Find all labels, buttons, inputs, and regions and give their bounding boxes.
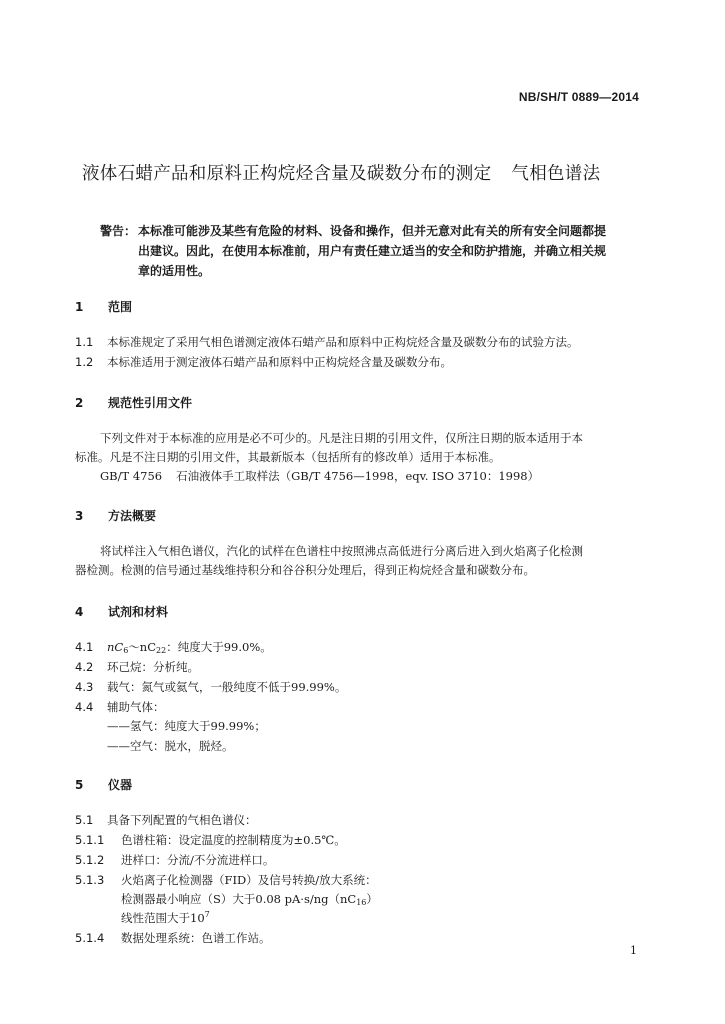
paragraph-line: 下列文件对于本标准的应用是必不可少的。凡是注日期的引用文件，仅所注日期的版本适用于本	[100, 431, 583, 445]
clause-5-1-1: 5.1.1 色谱柱箱：设定温度的控制精度为±0.5℃。	[75, 833, 346, 847]
section-heading: 3 方法概要	[75, 509, 157, 523]
reference-title: 石油液体手工取样法（GB/T 4756—1998，eqv. ISO 3710：1998）	[176, 469, 540, 483]
title-method: 气相色谱法	[511, 164, 601, 184]
clause-4-1: 4.1 $nC_6\sim nC_{22}$：纯度大于99.0%。	[75, 640, 272, 655]
clause-5-1-4: 5.1.4 数据处理系统：色谱工作站。	[75, 931, 271, 945]
normative-reference	[100, 468, 539, 484]
clause-5-1-2: 5.1.2 进样口：分流/不分流进样口。	[75, 853, 275, 867]
section-heading: 4 试剂和材料	[75, 605, 169, 619]
spec-line: 检测器最小响应（S）大于0.08 $pA\cdot s/ng(nC_{16})$	[121, 892, 378, 907]
reference-code: GB/T 4756	[100, 469, 163, 483]
paragraph-line: 器检测。检测的信号通过基线维持积分和谷谷积分处理后，得到正构烷烃含量和碳数分布。	[75, 563, 535, 577]
clause-5-1: 5.1 具备下列配置的气相色谱仪：	[75, 813, 257, 827]
warning-label: 警告：	[100, 224, 137, 238]
page-number: 1	[630, 944, 637, 957]
clause-1-1: 1.1 本标准规定了采用气相色谱测定液体石蜡产品和原料中正构烷烃含量及碳数分布的试验方法。	[75, 335, 579, 349]
list-item: ——氢气：纯度大于99.99%；	[107, 719, 266, 733]
section-heading: 1 范围	[75, 300, 133, 314]
clause-1-2: 1.2 本标准适用于测定液体石蜡产品和原料中正构烷烃含量及碳数分布。	[75, 355, 452, 369]
clause-4-2: 4.2 环己烷：分析纯。	[75, 660, 199, 674]
standard-code: NB/SH/T 0889—2014	[518, 90, 639, 104]
section-heading: 2 规范性引用文件	[75, 396, 193, 410]
warning-line: 本标准可能涉及某些有危险的材料、设备和操作，但并无意对此有关的所有安全问题都提	[138, 224, 607, 238]
spec-line: 线性范围大于$10^7$	[121, 910, 210, 925]
clause-4-3: 4.3 载气：氮气或氦气，一般纯度不低于99.99%。	[75, 680, 347, 694]
document-title	[82, 160, 600, 185]
clause-4-4: 4.4 辅助气体：	[75, 700, 165, 714]
warning-line: 章的适用性。	[138, 264, 211, 278]
paragraph-line: 将试样注入气相色谱仪，汽化的试样在色谱柱中按照沸点高低进行分离后进入到火焰离子化检测	[100, 544, 583, 558]
clause-5-1-3: 5.1.3 火焰离子化检测器（FID）及信号转换/放大系统：	[75, 873, 377, 887]
paragraph-line: 标准。凡是不注日期的引用文件，其最新版本（包括所有的修改单）适用于本标准。	[75, 450, 501, 464]
list-item: ——空气：脱水，脱烃。	[107, 739, 234, 753]
title-main: 液体石蜡产品和原料正构烷烃含量及碳数分布的测定	[82, 164, 492, 184]
warning-line: 出建议。因此，在使用本标准前，用户有责任建立适当的安全和防护措施，并确立相关规	[138, 244, 607, 258]
section-heading: 5 仪器	[75, 778, 133, 792]
